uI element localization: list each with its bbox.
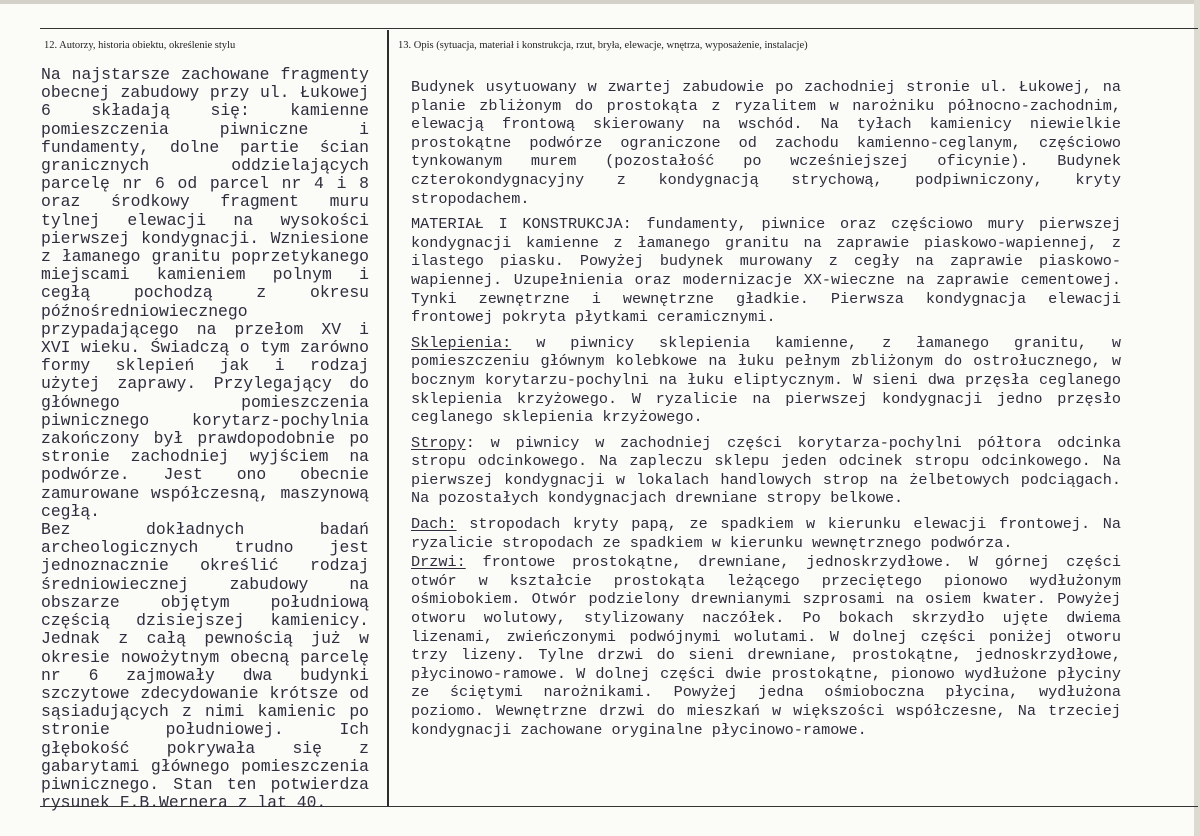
vaults-text: w piwnicy sklepienia kamienne, z łamanego granitu, w pomieszczeniu głównym kolebkowe na łuku pełnym zbliżonym do ostrołucznego, w bocznym korytarzu-pochylni na łuku eliptycznym. W sieni dwa przęsła ceglanego sklepienia krzyżowego. W ryzalicie na pierwszej kondygnacji jedno przęsło ceglanego sklepienia krzyżowego. [411, 333, 1121, 427]
description-column [411, 78, 1121, 746]
material-text: fundamenty, piwnice oraz częściowo mury pierwszej kondygnacji kamienne z łamanego granitu na zaprawie piaskowo-wapiennej, z ilastego piasku. Powyżej budynek murowany z cegły na zaprawie piaskowo-wapiennej. Uzupełnienia oraz modernizacje XX-wieczne na zaprawie cementowej. Tynki zewnętrzne i wewnętrzne gładkie. Pierwsza kondygnacja elewacji frontowej pokryta płytkami ceramicznymi. [411, 215, 1121, 327]
page-right-edge [1194, 0, 1200, 836]
description-section-heading: 13. Opis (sytuacja, materiał i konstrukcja, rzut, bryła, elewacje, wnętrza, wyposażenie, instalacje) [398, 40, 808, 51]
page-top-edge [0, 0, 1200, 4]
material-construction-paragraph [411, 215, 1121, 327]
doors-text: frontowe prostokątne, drewniane, jednoskrzydłowe. W górnej części otwór w kształcie prostokąta leżącego przeciętego pionowo wydłużonym ośmiobokiem. Otwór podzielony drewnianymi szprosami na osiem kwater. Powyżej otworu wolutowy, stylizowany naczółek. Po bokach skrzydło ujęte dwiema lizenami, zwieńczonymi podwójnymi wolutami. W dolnej części poniżej otworu trzy lizeny. Tylne drzwi do sieni drewniane, prostokątne, jednoskrzydłowe, płycinowo-ramowe. W dolnej części dwie prostokątne, pionowo wydłużone płyciny ze ściętymi narożnikami. Powyżej jedna ośmioboczna płycina, wydłużona poziomo. Wewnętrzne drzwi do mieszkań w większości współczesne, Na trzeciej kondygnacji zachowane oryginalne płycinowo-ramowe. [411, 553, 1121, 739]
column-divider [387, 30, 389, 806]
ceilings-paragraph [411, 434, 1121, 508]
history-paragraph-2: Bez dokładnych badań archeologicznych trudno jest jednoznacznie określić rodzaj średniowiecznej zabudowy na obszarze objętym południową częścią dzisiejszej kamienicy. Jednak z całą pewnością już w okresie nowożytnym obecną parcelę nr 6 zajmowały dwa budynki szczytowe zdecydowanie krótsze od sąsiadujących z nimi kamienic po stronie południowej. Ich głębokość pokrywała się z gabarytami głównego pomieszczenia piwnicznego. Stan ten potwierdza rysunek F.B.Wernera z lat 40. [41, 520, 369, 813]
vaults-label: Sklepienia: [411, 333, 512, 352]
description-intro: Budynek usytuowany w zwartej zabudowie po zachodniej stronie ul. Łukowej, na planie zbliżonym do prostokąta z ryzalitem w narożniku północno-zachodnim, elewacją frontową skierowany na wschód. Na tyłach kamienicy niewielkie prostokątne podwórze ograniczone od zachodu kamienno-ceglanym, częściowo tynkowanym murem (pozostałość po wcześniejszej oficynie). Budynek czterokondygnacyjny z kondygnacją strychową, podpiwniczony, kryty stropodachem. [411, 78, 1121, 208]
ceilings-label: Stropy [411, 433, 466, 452]
history-section-heading: 12. Autorzy, historia obiektu, określenie stylu [44, 40, 236, 51]
roof-paragraph [411, 515, 1121, 552]
ceilings-text: : w piwnicy w zachodniej części korytarza-pochylni półtora odcinka stropu odcinkowego. Na zapleczu sklepu jeden odcinek stropu odcinkowego. Na pierwszej kondygnacji w lokalach handlowych strop na żelbetowych podciągach. Na pozostałych kondygnacjach drewniane stropy belkowe. [411, 433, 1121, 508]
top-rule [40, 28, 1198, 29]
history-paragraph-1: Na najstarsze zachowane fragmenty obecnej zabudowy przy ul. Łukowej 6 składają się: kamienne pomieszczenia piwniczne i fundamenty, dolne partie ścian granicznych oddzielających parcelę nr 6 od parcel nr 4 i 8 oraz środkowy fragment muru tylnej elewacji na wysokości pierwszej kondygnacji. Wzniesione z łamanego granitu poprzetykanego miejscami kamieniem polnym i cegłą pochodzą z okresu późnośredniowiecznego przypadającego na przełom XV i XVI wieku. Świadczą o tym zarówno formy sklepień jak i rodzaj użytej zaprawy. Przylegający do głównego pomieszczenia piwnicznego korytarz-pochylnia zakończony był prawdopodobnie po stronie zachodniej wyjściem na podwórze. Jest ono obecnie zamurowane współczesną, maszynową cegłą. [41, 65, 369, 521]
vaults-paragraph [411, 334, 1121, 427]
history-column [41, 66, 369, 812]
roof-label: Dach: [411, 515, 457, 534]
doors-label: Drzwi: [411, 553, 466, 572]
doors-paragraph [411, 553, 1121, 739]
material-label: MATERIAŁ I KONSTRUKCJA: [411, 215, 632, 234]
roof-text: stropodach kryty papą, ze spadkiem w kierunku elewacji frontowej. Na ryzalicie stropodach ze spadkiem w kierunku wewnętrznego podwórza. [411, 515, 1121, 552]
